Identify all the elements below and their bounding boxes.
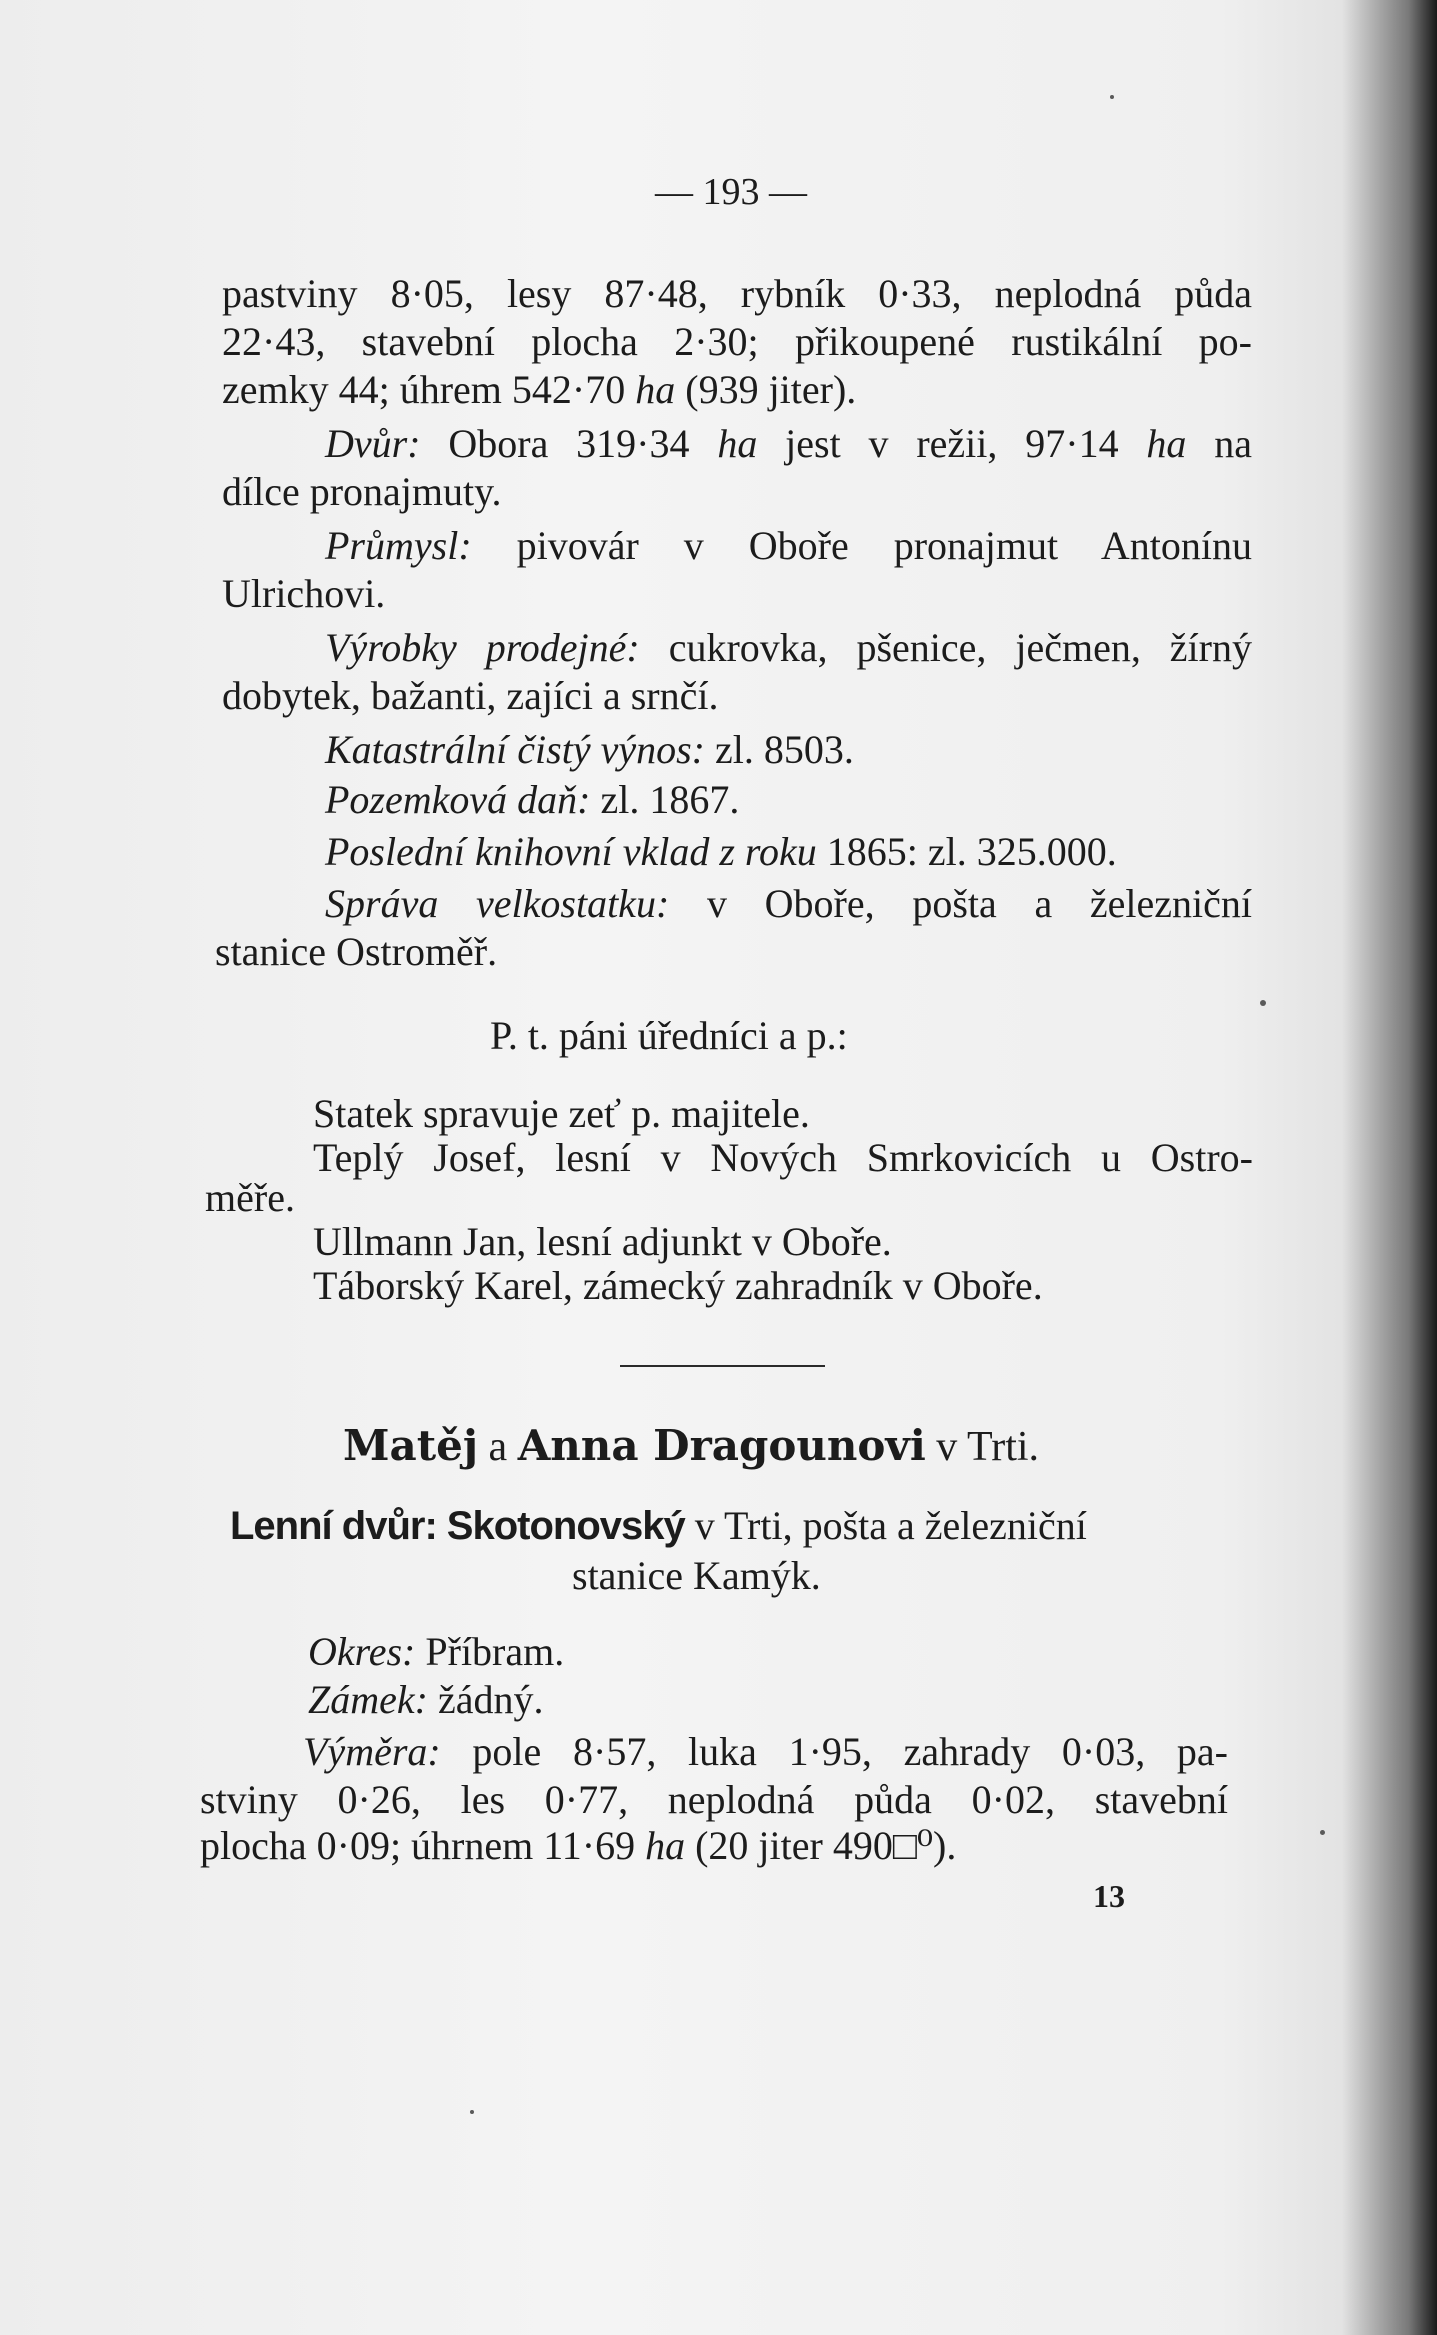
dvur-line2: dílce pronajmuty. (222, 469, 502, 514)
dvur-label: Dvůr: (325, 421, 421, 466)
para1-line2: 22·43, stavební plocha 2·30; přikoupené rustikální po- (222, 319, 1252, 364)
lenni-label: Lenní dvůr: (230, 1504, 437, 1548)
prumysl-text: pivovár v Oboře pronajmut Antonínu (471, 523, 1252, 568)
unit-ha: ha (645, 1823, 686, 1868)
lenni-line2: stanice Kamýk. (572, 1553, 821, 1598)
prumysl-label: Průmysl: (325, 523, 472, 568)
owner-first-name: Matěj (343, 1421, 479, 1470)
unit-ha: ha (1146, 421, 1187, 466)
officials-heading: P. t. páni úředníci a p.: (490, 1013, 848, 1058)
para1-line1: pastviny 8·05, lesy 87·48, rybník 0·33, neplodná půda (222, 271, 1252, 316)
dust-speck (1260, 1000, 1266, 1006)
zamek-label: Zámek: (308, 1677, 428, 1722)
para1-line3-text: zemky 44; úhrem 542·70 (222, 367, 636, 412)
zamek-text: žádný. (427, 1677, 544, 1722)
dvur-line1 (325, 420, 1252, 468)
katastr-text: zl. 8503. (704, 727, 854, 772)
zamek-line (308, 1676, 543, 1724)
vymera-text: pole 8·57, luka 1·95, zahrady 0·03, pa- (440, 1729, 1228, 1774)
owner-second-name: Anna Dragounovi (517, 1421, 926, 1470)
okres-line (308, 1628, 564, 1676)
vklad-text: 1865: zl. 325.000. (816, 829, 1117, 874)
sprava-text: v Oboře, pošta a železniční (669, 881, 1252, 926)
vymera-label: Výměra: (303, 1729, 441, 1774)
dust-speck (1110, 95, 1114, 99)
official-line3: Ullmann Jan, lesní adjunkt v Oboře. (313, 1219, 892, 1264)
prumysl-line1 (325, 522, 1252, 570)
vklad-label: Poslední knihovní vklad z roku (325, 829, 817, 874)
vymera-line3-text: plocha 0·09; úhrnem 11·69 (200, 1823, 646, 1868)
official-line2: Teplý Josef, lesní v Nových Smrkovicích u Ostro- (313, 1135, 1253, 1180)
prumysl-line2: Ulrichovi. (222, 571, 386, 616)
okres-label: Okres: (308, 1629, 416, 1674)
dan-label: Pozemková daň: (325, 777, 591, 822)
para1-line3-end: (939 jiter). (675, 367, 857, 412)
vyrobky-label: Výrobky prodejné: (325, 625, 640, 670)
vymera-line3-end: (20 jiter 490□⁰). (685, 1823, 957, 1868)
owner-and: a (478, 1424, 518, 1470)
section-divider (620, 1365, 825, 1367)
dan-text: zl. 1867. (590, 777, 740, 822)
vymera-line1 (303, 1728, 1228, 1776)
vymera-line2: stviny 0·26, les 0·77, neplodná půda 0·02, stavební (200, 1777, 1228, 1822)
dvur-text-c: na (1186, 421, 1252, 466)
sprava-label: Správa velkostatku: (325, 881, 670, 926)
sprava-line1 (325, 880, 1252, 928)
binding-shadow (1342, 0, 1437, 2335)
owner-place: v Trti. (925, 1424, 1040, 1470)
dust-speck (1320, 1830, 1325, 1835)
vyrobky-line2: dobytek, bažanti, zajíci a srnčí. (222, 673, 719, 718)
katastr-line (325, 726, 854, 774)
para1-line3 (222, 366, 856, 414)
owner-heading (343, 1422, 1039, 1471)
vymera-line3 (200, 1822, 956, 1870)
lenni-line1 (230, 1502, 1087, 1550)
official-line4: Táborský Karel, zámecký zahradník v Oboře. (313, 1263, 1043, 1308)
unit-ha: ha (635, 367, 676, 412)
lenni-text: v Trti, pošta a železniční (684, 1503, 1087, 1548)
katastr-label: Katastrální čistý výnos: (325, 727, 705, 772)
page-number: — 193 — (655, 171, 807, 213)
dan-line (325, 776, 739, 824)
lenni-name: Skotonovský (446, 1504, 685, 1548)
okres-text: Příbram. (415, 1629, 565, 1674)
vklad-line (325, 828, 1117, 876)
dust-speck (470, 2110, 474, 2114)
official-line2b: měře. (205, 1175, 295, 1220)
official-line1: Statek spravuje zeť p. majitele. (313, 1091, 810, 1136)
sprava-line2: stanice Ostroměř. (215, 929, 498, 974)
dvur-text-b: jest v režii, 97·14 (757, 421, 1147, 466)
vyrobky-line1 (325, 624, 1252, 672)
dvur-text-a: Obora 319·34 (420, 421, 718, 466)
signature-mark: 13 (1093, 1878, 1125, 1914)
unit-ha: ha (717, 421, 758, 466)
vyrobky-text: cukrovka, pšenice, ječmen, žírný (639, 625, 1252, 670)
